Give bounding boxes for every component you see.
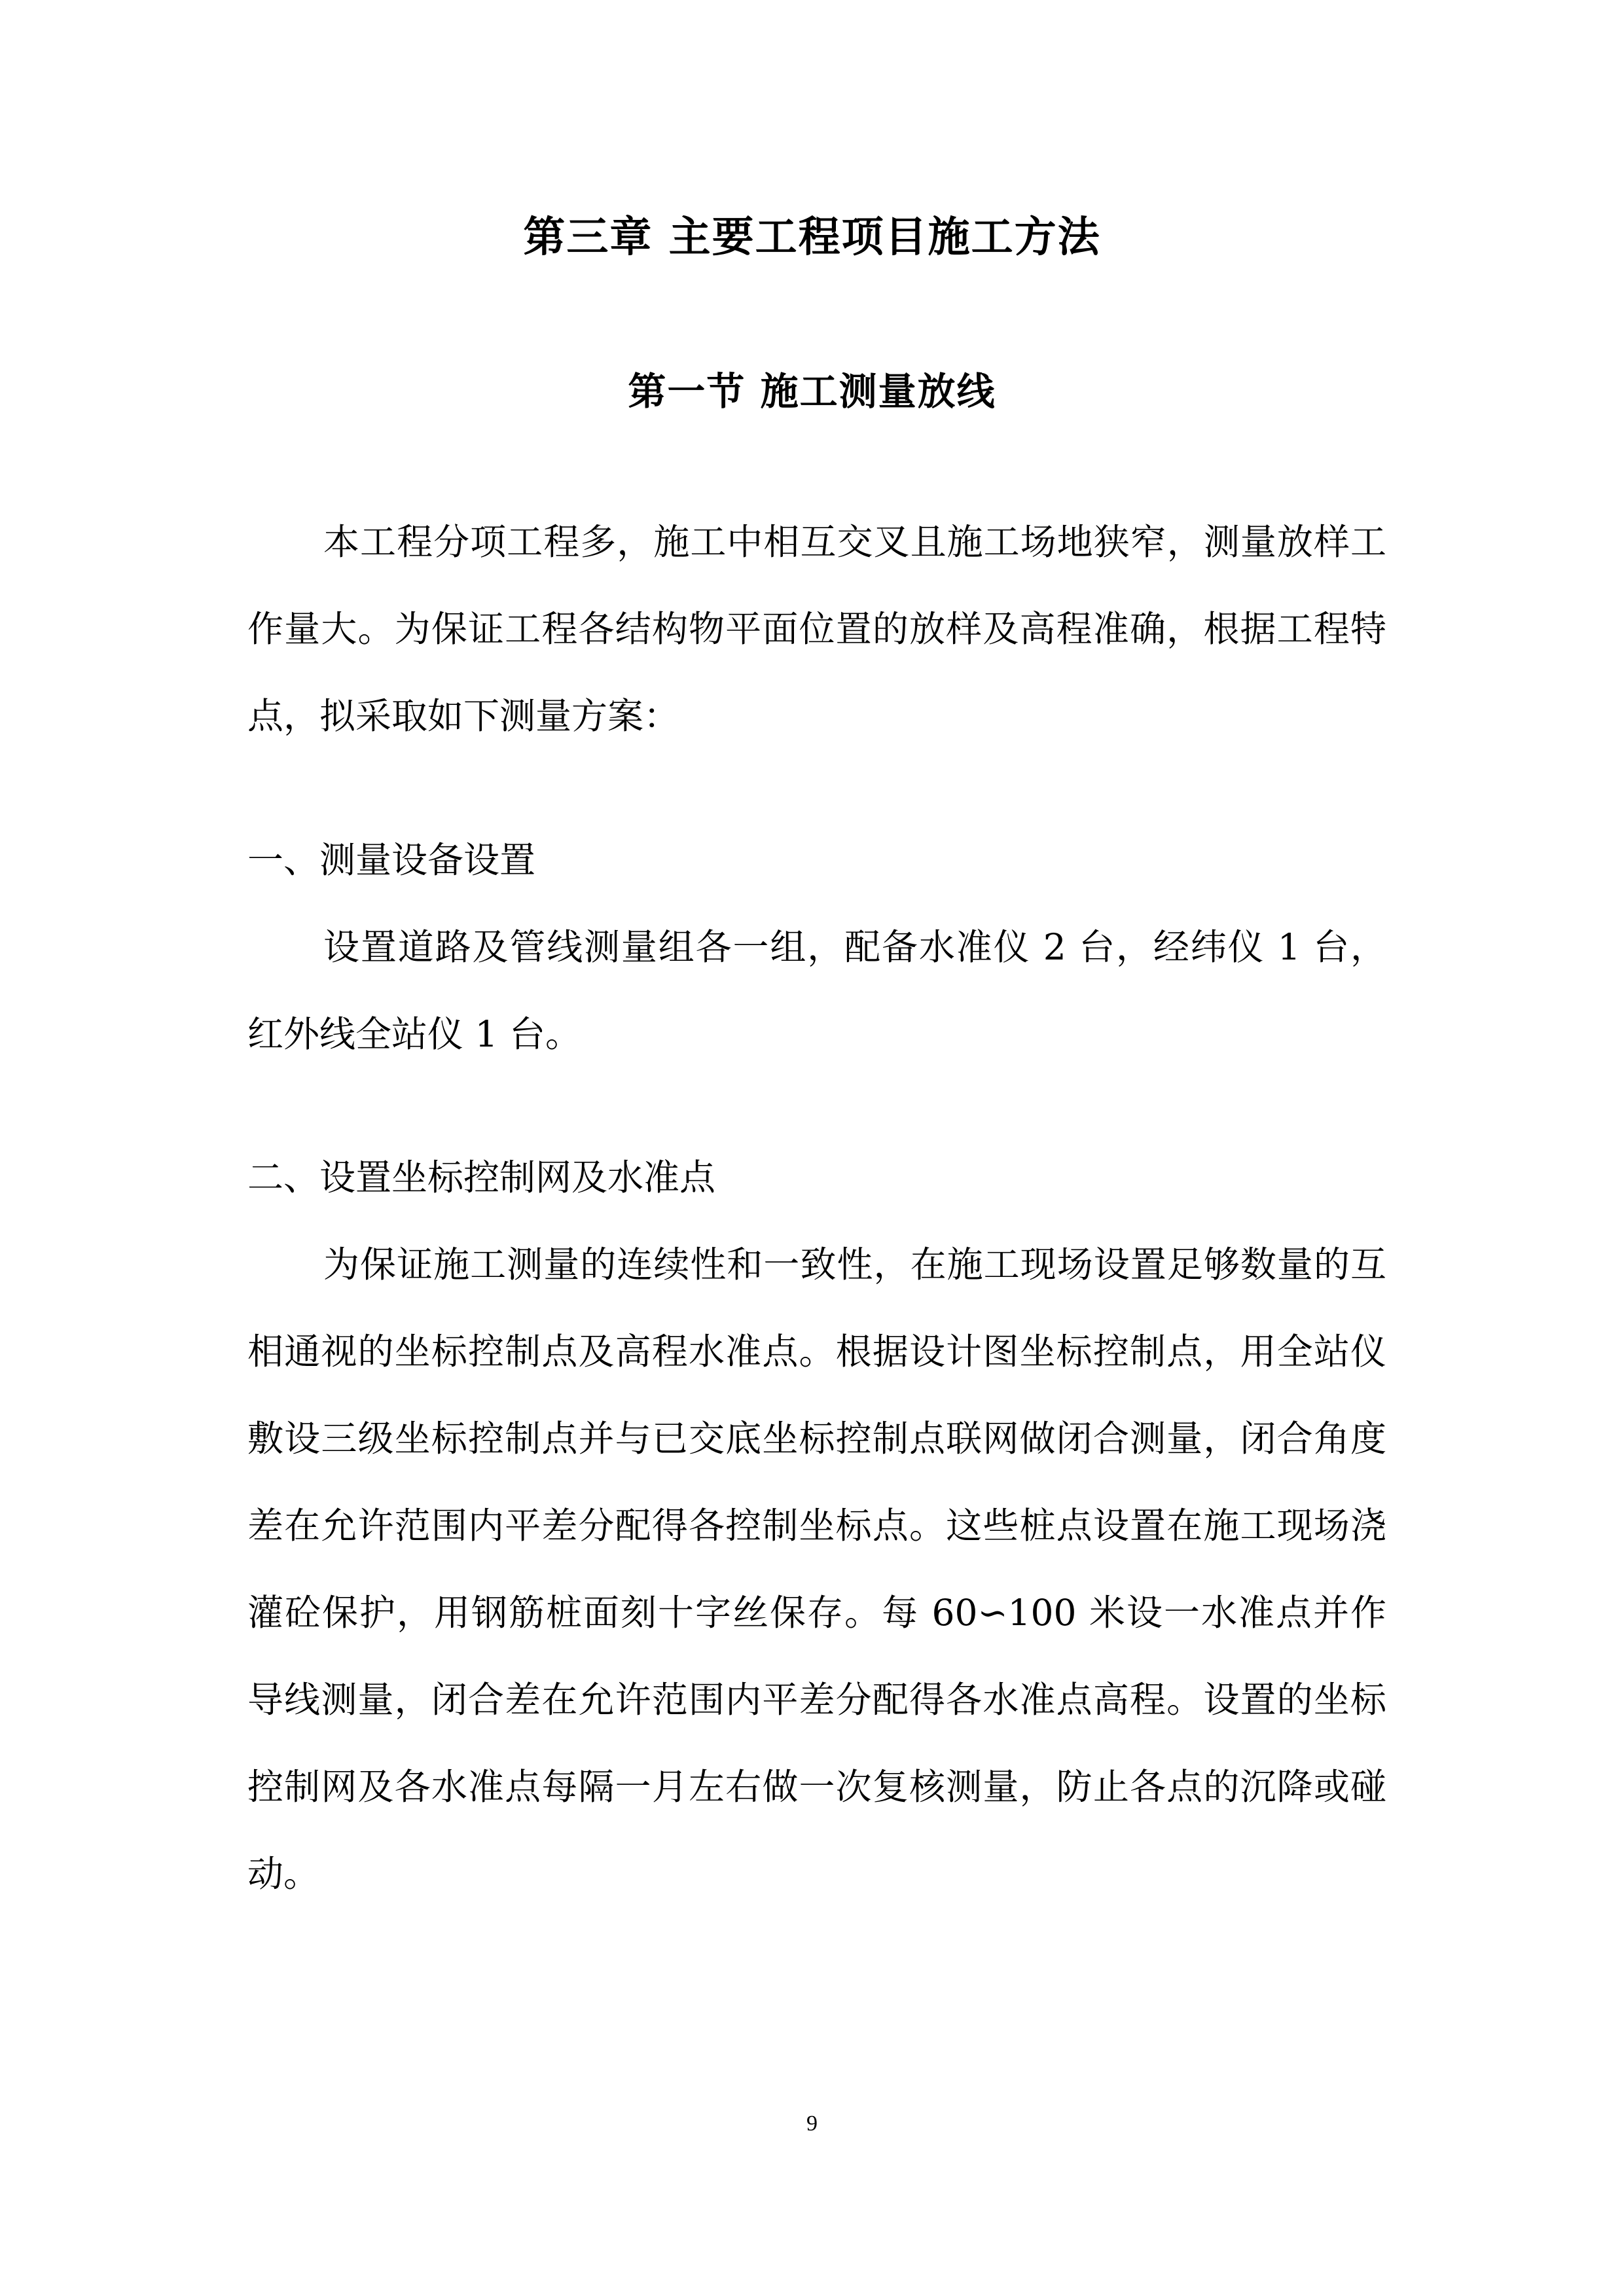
- page-number: 9: [806, 2111, 818, 2136]
- subsection-body-control-network: 为保证施工测量的连续性和一致性，在施工现场设置足够数量的互相通视的坐标控制点及高程水准点。根据设计图坐标控制点，用全站仪敷设三级坐标控制点并与已交底坐标控制点联网做闭合测量，闭合角度差在允许范围内平差分配得各控制坐标点。这些桩点设置在施工现场浇灌砼保护，用钢筋桩面刻十字丝保存。每 60∽100 米设一水准点并作导线测量，闭合差在允许范围内平差分配得各水准点高程。设置的坐标控制网及各水准点每隔一月左右做一次复核测量，防止各点的沉降或碰动。: [247, 1244, 1386, 1895]
- subsection-body-equipment: 设置道路及管线测量组各一组，配备水准仪 2 台，经纬仪 1 台，红外线全站仪 1 台。: [247, 926, 1386, 1055]
- subsection-heading-equipment: 一、测量设备设置: [247, 839, 536, 881]
- intro-paragraph: 本工程分项工程多，施工中相互交叉且施工场地狭窄，测量放样工作量大。为保证工程各结构物平面位置的放样及高程准确，根据工程特点，拟采取如下测量方案：: [247, 521, 1386, 737]
- section-title: 第一节 施工测量放线: [628, 369, 996, 414]
- subsection-heading-control-network: 二、设置坐标控制网及水准点: [247, 1157, 716, 1198]
- chapter-title: 第三章 主要工程项目施工方法: [523, 213, 1101, 262]
